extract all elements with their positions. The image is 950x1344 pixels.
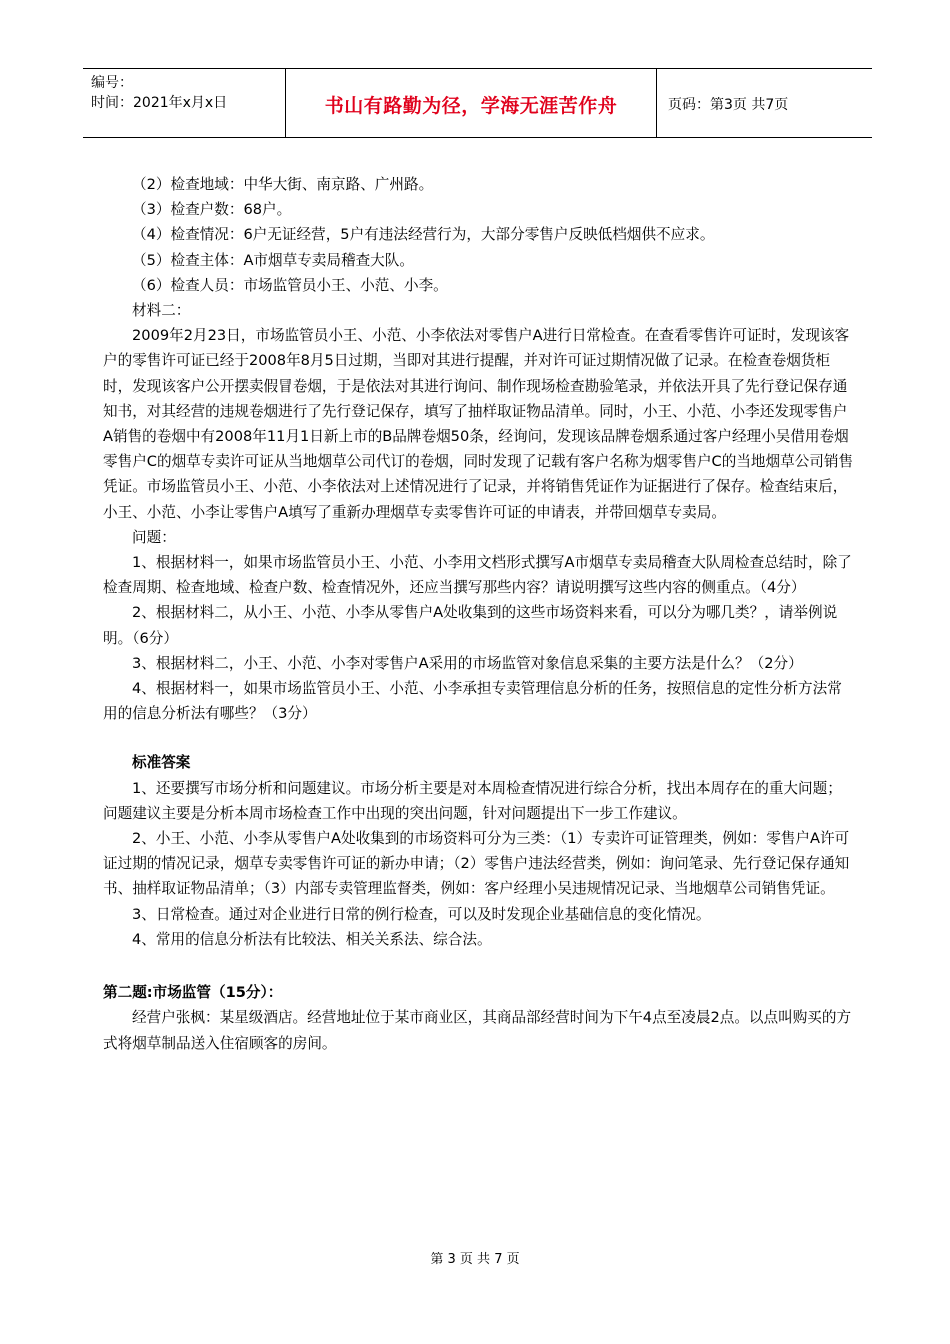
question-1: 1、根据材料一，如果市场监管员小王、小范、小李用文档形式撰写A市烟草专卖局稽查大队周检查总结时，除了检查周期、检查地域、检查户数、检查情况外，还应当撰写那些内容？请说明撰写这些内容的侧重点。（4分）	[103, 554, 852, 597]
material2-body: 2009年2月23日，市场监管员小王、小范、小李依法对零售户A进行日常检查。在查看零售许可证时，发现该客户的零售许可证已经于2008年8月5日过期，当即对其进行提醒，并对许可证过期情况做了记录。在检查卷烟货柜时，发现该客户公开摆卖假冒卷烟，于是依法对其进行询问、制作现场检查勘验笔录，并依法开具了先行登记保存通知书，对其经营的违规卷烟进行了先行登记保存，填写了抽样取证物品清单。同时，小王、小范、小李还发现零售户A销售的卷烟中有2008年11月1日新上市的B品牌卷烟50条，经询问，发现该品牌卷烟系通过客户经理小吴借用卷烟零售户C的烟草专卖许可证从当地烟草公司代订的卷烟，同时发现了记载有客户名称为烟零售户C的当地烟草公司销售凭证。市场监管员小王、小范、小李依法对上述情况进行了记录，并将销售凭证作为证据进行了保存。检查结束后，小王、小范、小李让零售户A填写了重新办理烟草专卖零售许可证的申请表，并带回烟草专卖局。	[103, 327, 854, 521]
answer-3: 3、日常检查。通过对企业进行日常的例行检查，可以及时发现企业基础信息的变化情况。	[132, 905, 711, 923]
material1-item: （2）检查地域：中华大街、南京路、广州路。	[132, 176, 434, 193]
page-header	[83, 68, 872, 138]
answer-2: 2、小王、小范、小李从零售户A处收集到的市场资料可分为三类：（1）专卖许可证管理类，例如：零售户A许可证过期的情况记录，烟草专卖零售许可证的新办申请；（2）零售户违法经营类，例如：询问笔录、先行登记保存通知书、抽样取证物品清单；（3）内部专卖管理监督类，例如：客户经理小吴违规情况记录、当地烟草公司销售凭证。	[103, 830, 850, 898]
page-footer: 第 3 页 共 7 页	[430, 1252, 520, 1267]
header-date: 时间：2021年x月x日	[91, 95, 228, 111]
answers-title: 标准答案	[132, 754, 191, 772]
header-meta	[91, 73, 227, 113]
questions-title: 问题：	[132, 528, 176, 546]
section2-title: 第二题:市场监管（15分）：	[103, 984, 283, 1002]
header-page-info: 页码：第3页 共7页	[668, 97, 789, 113]
material1-item: （6）检查人员：市场监管员小王、小范、小李。	[132, 276, 448, 294]
material1-item: （4）检查情况：6户无证经营，5户有违法经营行为，大部分零售户反映低档烟供不应求。	[132, 226, 715, 244]
answer-1: 1、还要撰写市场分析和问题建议。市场分析主要是对本周检查情况进行综合分析，找出本周存在的重大问题；问题建议主要是分析本周市场检查工作中出现的突出问题，针对问题提出下一步工作建议。	[103, 779, 842, 822]
question-3: 3、根据材料二，小王、小范、小李对零售户A采用的市场监管对象信息采集的主要方法是什么？（2分）	[132, 654, 803, 672]
header-motto: 书山有路勤为径，学海无涯苦作舟	[324, 95, 618, 117]
section2-body: 经营户张枫：某星级酒店。经营地址位于某市商业区，其商品部经营时间为下午4点至凌晨2点。以点叫购买的方式将烟草制品送入住宿顾客的房间。	[103, 1009, 852, 1052]
question-4: 4、根据材料一，如果市场监管员小王、小范、小李承担专卖管理信息分析的任务，按照信息的定性分析方法常用的信息分析法有哪些？（3分）	[103, 680, 842, 723]
header-number-label: 编号：	[91, 75, 133, 91]
question-2: 2、根据材料二，从小王、小范、小李从零售户A处收集到的这些市场资料来看，可以分为哪几类？，请举例说明。（6分）	[103, 604, 838, 647]
material2-title: 材料二：	[132, 302, 191, 320]
answer-4: 4、常用的信息分析法有比较法、相关关系法、综合法。	[132, 930, 492, 948]
material1-item: （5）检查主体：A市烟草专卖局稽查大队。	[132, 251, 414, 269]
document-body	[103, 172, 855, 1056]
header-divider	[656, 69, 657, 137]
spacer	[103, 952, 855, 980]
material1-item: （3）检查户数：68户。	[132, 201, 292, 219]
spacer	[103, 726, 855, 750]
